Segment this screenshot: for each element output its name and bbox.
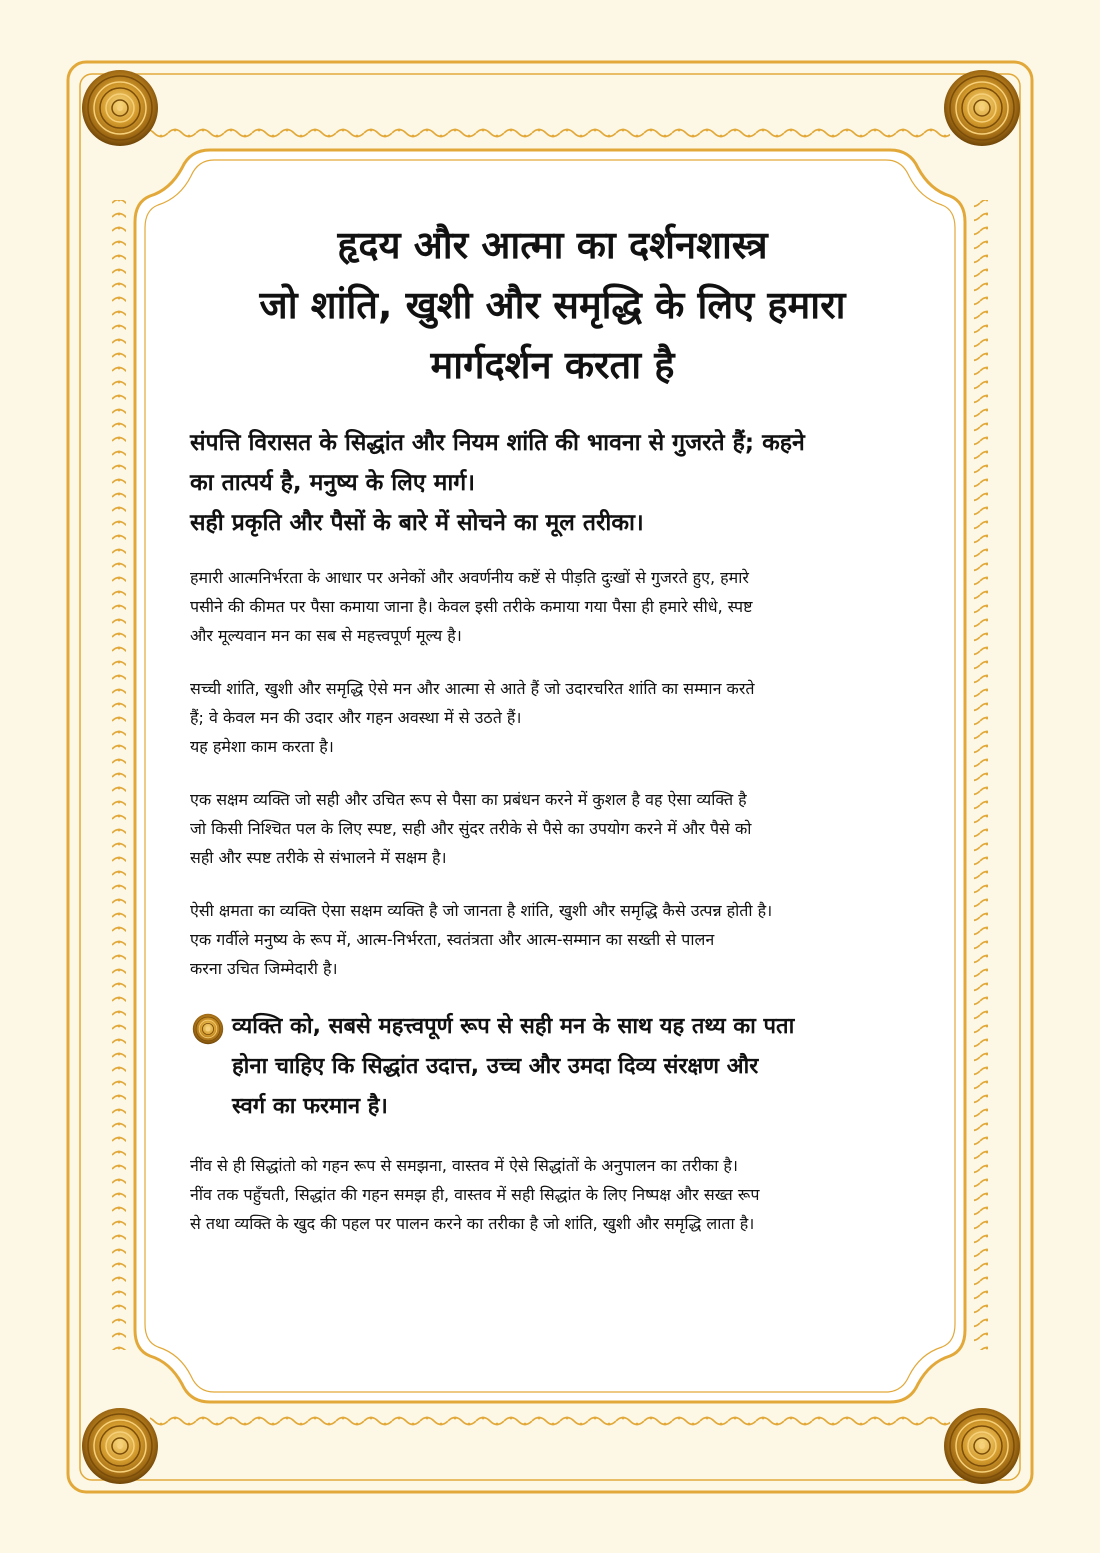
corner-medallion-icon [82,70,158,146]
corner-medallion-icon [944,1408,1020,1484]
paragraph-line: से तथा व्यक्ति के खुद की पहल पर पालन करने का तरीका है जो शांति, खुशी और समृद्धि लाता है। [190,1214,755,1233]
lead-statement [190,423,915,543]
paragraph-line: हमारी आत्मनिर्भरता के आधार पर अनेकों और अवर्णनीय कष्टें से पीड़ति दुःखों से गुजरते हुए, हमारे [190,568,749,587]
final-paragraph [190,1151,915,1238]
paragraph-line: सच्ची शांति, खुशी और समृद्धि ऐसे मन और आत्मा से आते हैं जो उदारचरित शांति का सम्मान करते [190,679,755,698]
lead-line: संपत्ति विरासत के सिद्धांत और नियम शांति की भावना से गुजरते हैं; कहने [190,430,805,456]
callout-line: व्यक्ति को, सबसे महत्त्वपूर्ण रूप से सही मन के साथ यह तथ्य का पता [232,1014,795,1039]
gold-medallion-icon [192,1013,224,1045]
paragraph [190,563,915,650]
title-line: जो शांति, खुशी और समृद्धि के लिए हमारा [259,283,846,327]
paragraph [190,896,915,983]
paragraph [190,785,915,872]
corner-medallion-icon [82,1408,158,1484]
paragraph-line: ऐसी क्षमता का व्यक्ति ऐसा सक्षम व्यक्ति है जो जानता है शांति, खुशी और समृद्धि कैसे उत्पन्न होती है। [190,901,773,920]
callout-line: होना चाहिए कि सिद्धांत उदात्त, उच्च और उमदा दिव्य संरक्षण और [232,1054,759,1079]
paragraph-line: नींव से ही सिद्धांतो को गहन रूप से समझना, वास्तव में ऐसे सिद्धांतों के अनुपालन का तरीका है। [190,1156,738,1175]
paragraph-line: करना उचित जिम्मेदारी है। [190,959,338,978]
title-line: हृदय और आत्मा का दर्शनशास्त्र [337,223,768,267]
lead-line: सही प्रकृति और पैसों के बारे में सोचने का मूल तरीका। [190,510,644,536]
title-line: मार्गदर्शन करता है [430,343,675,387]
paragraph-line: यह हमेशा काम करता है। [190,737,334,756]
callout-statement [190,1007,915,1127]
paragraph-line: एक सक्षम व्यक्ति जो सही और उचित रूप से पैसा का प्रबंधन करने में कुशल है वह ऐसा व्यक्ति है [190,790,747,809]
paragraph-line: जो किसी निश्चित पल के लिए स्पष्ट, सही और सुंदर तरीके से पैसे का उपयोग करने में और पैसे को [190,819,752,838]
callout-line: स्वर्ग का फरमान है। [232,1094,388,1119]
paragraph-line: एक गर्वीले मनुष्य के रूप में, आत्म-निर्भरता, स्वतंत्रता और आत्म-सम्मान का सख्ती से पालन [190,930,715,949]
document-body [190,215,915,1262]
page-title [190,215,915,395]
paragraph [190,674,915,761]
lead-line: का तात्पर्य है, मनुष्य के लिए मार्ग। [190,470,475,496]
paragraph-line: और मूल्यवान मन का सब से महत्त्वपूर्ण मूल्य है। [190,626,462,645]
corner-medallion-icon [944,70,1020,146]
paragraph-line: नींव तक पहुँचती, सिद्धांत की गहन समझ ही, वास्तव में सही सिद्धांत के लिए निष्पक्ष और सख्त रूप [190,1185,760,1204]
paragraph-line: सही और स्पष्ट तरीके से संभालने में सक्षम है। [190,848,447,867]
paragraph-line: हैं; वे केवल मन की उदार और गहन अवस्था में से उठते हैं। [190,708,522,727]
paragraph-line: पसीने की कीमत पर पैसा कमाया जाना है। केवल इसी तरीके कमाया गया पैसा ही हमारे सीधे, स्पष्ट [190,597,753,616]
